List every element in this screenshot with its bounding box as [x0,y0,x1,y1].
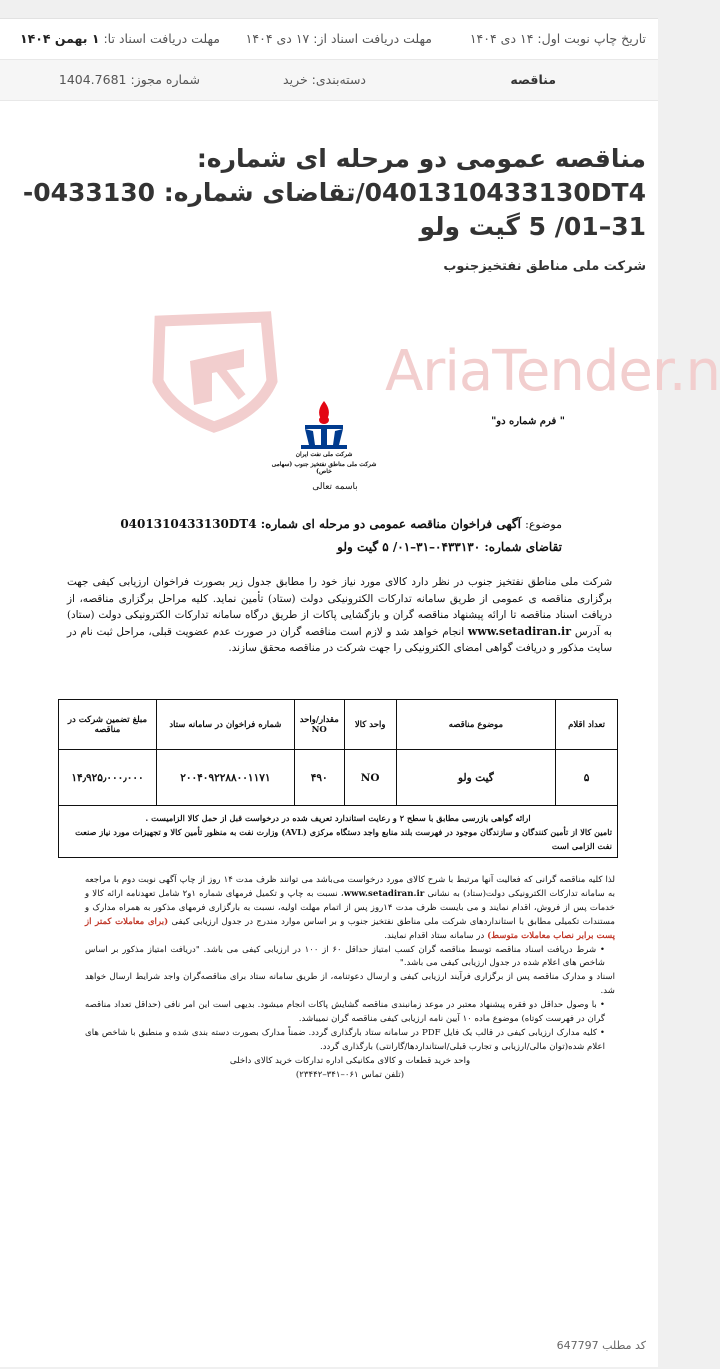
conditions-bullet-1: • شرط دریافت اسناد مناقصه توسط مناقصه گران کسب امتیاز حداقل ۶۰ از ۱۰۰ در ارزیابی کیفی می باشد. "دریافت امتیاز مذکور بر اساس شاخص های اعلام شده در جدول ارزیابی کیفی می باشد." [85,944,605,969]
conditions-bullet-3-text: کلیه مدارک ارزیابی کیفی در قالب یک فایل PDF در سامانه ستاد بارگذاری گردد. ضمناً مدارک بصورت دسته بندی شده و منطبق با شاخص های اعلام شده(توان مالی/ارزیابی و تجارب قبلی/استانداردها/گارانتی) بارگذاری گردد. [85,1027,605,1052]
company-name: شرکت ملی مناطق نفتخیزجنوب [443,259,646,274]
basmala: باسمه تعالی [312,482,358,492]
setadiran-url: www.setadiran.ir [467,624,572,638]
subject-line-2: تقاضای شماره: ۰۴۳۳۱۳۰–۳۱–۰۱/ ۵ گیت ولو [337,540,562,554]
signature-unit: واحد خرید قطعات و کالای مکانیکی اداره تدارکات خرید کالای داخلی [229,1055,471,1066]
receive-to-value: ۱ بهمن ۱۴۰۴ [20,31,100,46]
table-row [59,750,618,806]
nioc-logo [271,399,377,484]
conditions-paragraph-2: اسناد و مدارک مناقصه پس از برگزاری فرآیند ارزیابی کیفی و ارسال دعوتنامه، از طریق سامانه ستاد برای مناقصه‌گران واجد شرایط ارسال خواهد شد. [85,972,615,997]
paragraph-part-1: شرکت ملی مناطق نفتخیز جنوب در نظر دارد کالای مورد نیاز خود را مطابق جدول زیر بصورت فراخوان ارزیابی کیفی جهت برگزاری مناقصه ی عمومی از طریق سامانه تدارکات الکترونیکی دولت (ستاد) تأمین نماید. کلیه مراحل برگزاری مناقصه، از دریافت اسناد مناقصه تا ارائه پیشنهاد مناقصه گران و بازگشایی پاکات از طریق درگاه سامانه تدارکات الکترونیکی دولت (ستاد) به آدرس [67,576,612,638]
receive-to-label: مهلت دریافت اسناد تا: [103,31,220,46]
subject-line-1: آگهی فراخوان مناقصه عمومی دو مرحله ای شماره: 0401310433130DT4 [120,517,521,531]
conditions-bullet-3: • کلیه مدارک ارزیابی کیفی در قالب یک فایل PDF در سامانه ستاد بارگذاری گردد. ضمناً مدارک بصورت دسته بندی شده و منطبق با شاخص های اعلام شده(توان مالی/ارزیابی و تجارب قبلی/استانداردها/گارانتی) بارگذاری گردد. [85,1027,605,1052]
tender-type: مناقصه [510,72,556,87]
form-number: " فرم شماره دو" [491,416,565,427]
tender-info-table [0,19,658,101]
table-cell: ۴۹۰ [294,750,344,806]
notice-subject [120,517,562,531]
info-row-dates [0,19,658,60]
info-row-meta [0,60,658,101]
table-cell: NO [344,750,396,806]
post-code: کد مطلب 647797 [556,1339,646,1352]
conditions-red-note: (برای معاملات کمتر از پست برابر نصاب معاملات متوسط) [85,916,615,941]
table-note-row [59,806,618,858]
contact-phone: (تلفن تماس ۰۶۱–۳۴۱–۲۳۴۴۲) [295,1069,405,1080]
page-title: مناقصه عمومی دو مرحله ای شماره: 0401310433130DT4/تقاضای شماره: 0433130-31–01/ 5 گیت ولو [22,144,646,241]
table-cell: ۵ [556,750,618,806]
items-table [58,699,618,858]
notice-conditions [85,874,615,1083]
conditions-part-1a: لذا کلیه مناقصه گرانی که فعالیت آنها مرتبط با شرح کالای مورد درخواست می‌باشد می توانند ظرف مدت ۱۴ روز از چاپ آگهی نوبت دوم با مراجعه به سامانه تدارکات الکترونیکی دولت(ستاد) به نشانی [85,875,615,899]
receive-from-date: مهلت دریافت اسناد از: ۱۷ دی ۱۴۰۴ [245,31,432,46]
conditions-part-1c: در سامانه ستاد اقدام نمایند. [384,930,485,941]
subject-label: موضوع: [525,518,562,531]
conditions-paragraph-1 [85,874,615,944]
table-header: شماره فراخوان در سامانه ستاد [156,700,294,750]
paragraph-part-2: انجام خواهد شد و لازم است مناقصه گران در صورت عدم عضویت قبلی، مراحل ثبت نام در سایت مذکور و دریافت گواهی امضای الکترونیکی را جهت شرکت در مناقصه محقق سازند. [67,625,612,655]
table-cell: ۲۰۰۴۰۹۲۲۸۸۰۰۱۱۷۱ [156,750,294,806]
table-header-row [59,700,618,750]
table-header: مقدار/واحد NO [294,700,344,750]
nioc-logo-icon [289,399,359,451]
table-cell: گیت ولو [396,750,556,806]
print-date: تاریخ چاپ نوبت اول: ۱۴ دی ۱۴۰۴ [469,31,646,46]
table-note [59,806,618,858]
category: دسته‌بندی: خرید [283,72,366,87]
table-header: تعداد اقلام [556,700,618,750]
logo-caption-2: شرکت ملی مناطق نفتخیز جنوب (سهامی خاص) [271,461,377,475]
notice-paragraph [67,574,612,657]
table-note-1: ارائه گواهی بازرسی مطابق با سطح ۲ و رعایت استاندارد تعریف شده در درخواست قبل از حمل کالا الزامیست . [145,812,531,823]
license-number: شماره مجوز: 1404.7681 [58,72,200,87]
conditions-bullet-2-text: با وصول حداقل دو فقره پیشنهاد معتبر در موعد زمانبندی مناقصه گشایش پاکات انجام میشود. بدیهی است این امر نافی (حداقل تعداد مناقصه گران در فهرست کوتاه) موضوع ماده ۱۰ آیین نامه ارزیابی کیفی مناقصه گران نمیباشد. [85,1000,605,1025]
tender-detail-card [0,18,720,1367]
conditions-bullet-1-text: شرط دریافت اسناد مناقصه توسط مناقصه گران کسب امتیاز حداقل ۶۰ از ۱۰۰ در ارزیابی کیفی می باشد. "دریافت امتیاز مذکور بر اساس شاخص های اعلام شده در جدول ارزیابی کیفی می باشد." [85,944,605,969]
watermark [150,309,720,429]
table-note-2: تامین کالا از تأمین کنندگان و سازندگان موجود در فهرست بلند منابع واجد دستگاه مرکزی (AVL) وزارت نفت به منظور تأمین کالا و تجهیزات مورد نیاز صنعت نفت الزامی است [75,826,612,851]
table-header: مبلغ تضمین شرکت در مناقصه [59,700,157,750]
conditions-part-1b: ، نسبت به چاپ و تکمیل فرمهای شماره ۱و۲ شامل تعهدنامه ارائه کالا و خدمات پس از فروش، اقدام نمایند و می بایست ظرف مدت ۱۴روز پس از اتمام مهلت اولیه، نسبت به بارگزاری فرمهای مذکور به همراه مدارک و مستندات تکمیلی مطابق با استانداردهای شرکت ملی مناطق نفتخیز جنوب و بر اساس موارد مندرج در جدول ارزیابی کیفی [85,888,615,927]
logo-caption-1: شرکت ملی نفت ایران [295,451,353,458]
conditions-url: www.setadiran.ir [343,888,425,899]
watermark-text: AriaTender.n [385,339,720,404]
table-header: موضوع مناقصه [396,700,556,750]
conditions-bullet-2: • با وصول حداقل دو فقره پیشنهاد معتبر در موعد زمانبندی مناقصه گشایش پاکات انجام میشود. بدیهی است این امر نافی (حداقل تعداد مناقصه گران در فهرست کوتاه) موضوع ماده ۱۰ آیین نامه ارزیابی کیفی مناقصه گران نمیباشد. [85,1000,605,1025]
table-cell: ۱۴٫۹۲۵٫۰۰۰٫۰۰۰ [59,750,157,806]
table-header: واحد کالا [344,700,396,750]
receive-to-date [20,31,220,46]
notice-image [55,299,720,1080]
